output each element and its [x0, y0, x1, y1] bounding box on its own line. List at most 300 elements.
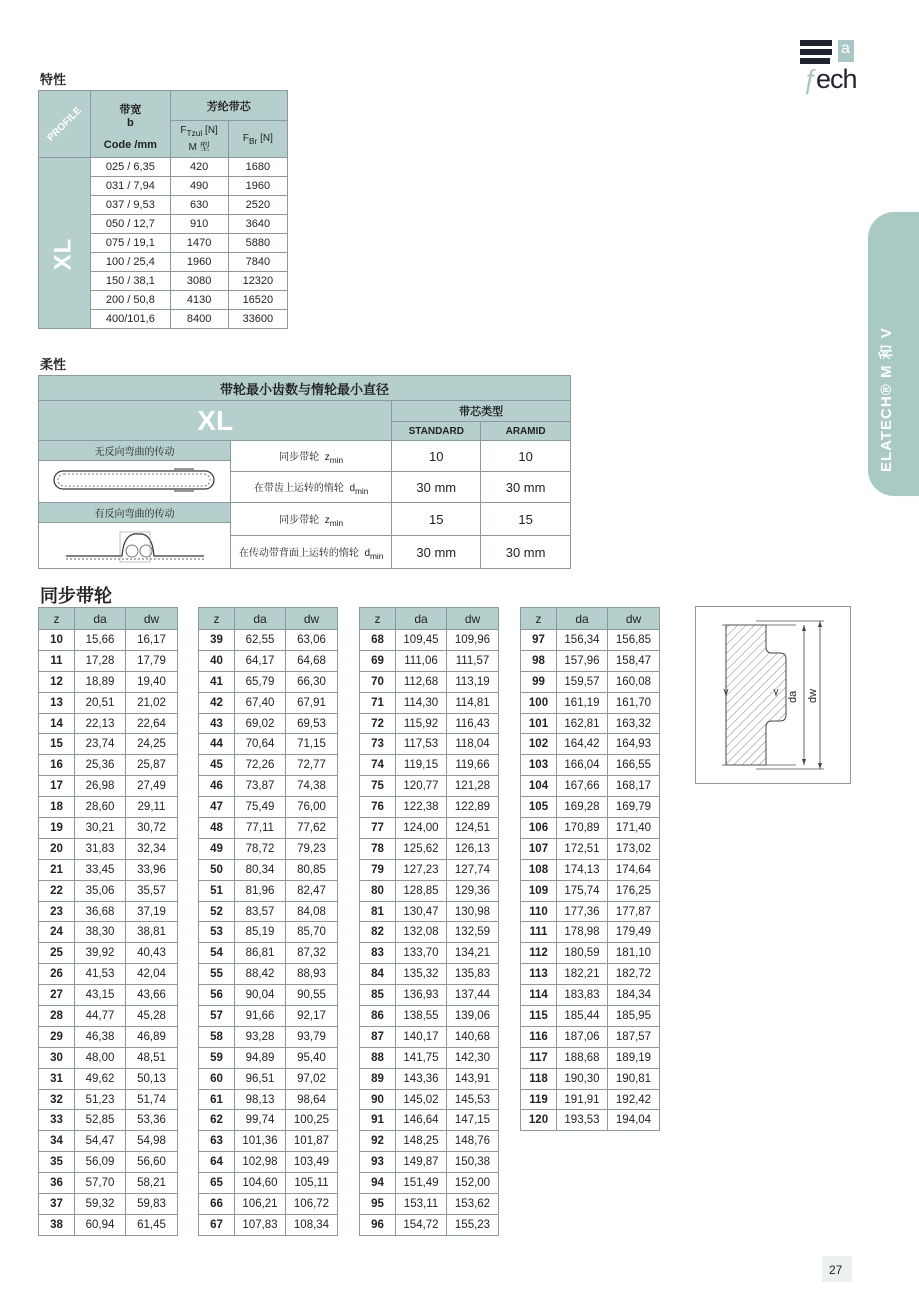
da-cell: 167,66: [557, 776, 608, 797]
dw-cell: 93,79: [286, 1026, 338, 1047]
dw-cell: 140,68: [447, 1026, 499, 1047]
da-cell: 56,09: [75, 1152, 126, 1173]
dw-cell: 63,06: [286, 630, 338, 651]
z-cell: 48: [199, 818, 235, 839]
table-row: [360, 985, 499, 1006]
logo-bar: [800, 49, 832, 55]
table-row: [521, 859, 660, 880]
table-row: [521, 671, 660, 692]
da-cell: 124,00: [396, 818, 447, 839]
dw-cell: 79,23: [286, 838, 338, 859]
dw-cell: 24,25: [126, 734, 178, 755]
da-cell: 31,83: [75, 838, 126, 859]
z-cell: 100: [521, 692, 557, 713]
dw-cell: 152,00: [447, 1173, 499, 1194]
dw-cell: 168,17: [608, 776, 660, 797]
z-cell: 77: [360, 818, 396, 839]
fbr-cell: 1680: [228, 158, 287, 177]
z-cell: 21: [39, 859, 75, 880]
da-cell: 52,85: [75, 1110, 126, 1131]
table-row: [199, 880, 338, 901]
z-cell: 35: [39, 1152, 75, 1173]
row-label-text: 同步带轮: [279, 451, 320, 463]
table-row: [521, 880, 660, 901]
table-row: [39, 630, 178, 651]
table-row: [199, 713, 338, 734]
z-cell: 55: [199, 964, 235, 985]
da-cell: 30,21: [75, 818, 126, 839]
ftzul-cell: 8400: [170, 310, 228, 329]
row-symbol: z: [324, 514, 330, 526]
dw-cell: 171,40: [608, 818, 660, 839]
dw-cell: 88,93: [286, 964, 338, 985]
belt-width-header: [91, 91, 170, 158]
row-label: [230, 536, 391, 569]
da-cell: 15,66: [75, 630, 126, 651]
da-cell: 44,77: [75, 1006, 126, 1027]
z-cell: 95: [360, 1194, 396, 1215]
table-row: [521, 797, 660, 818]
table-row: [521, 838, 660, 859]
fbr-header: [228, 121, 287, 158]
dw-cell: 76,00: [286, 797, 338, 818]
dw-cell: 118,04: [447, 734, 499, 755]
aramid-value: 15: [481, 503, 571, 536]
table-row: [39, 692, 178, 713]
code-cell: 025 / 6,35: [91, 158, 170, 177]
table-row: [199, 671, 338, 692]
da-cell: 48,00: [75, 1047, 126, 1068]
dw-cell: 184,34: [608, 985, 660, 1006]
table-row: [360, 859, 499, 880]
dw-cell: 132,59: [447, 922, 499, 943]
fbr-cell: 33600: [228, 310, 287, 329]
z-cell: 67: [199, 1214, 235, 1235]
table-row: [39, 964, 178, 985]
z-cell: 40: [199, 650, 235, 671]
table-row: [39, 1173, 178, 1194]
row-label: [230, 503, 391, 536]
da-cell: 46,38: [75, 1026, 126, 1047]
da-cell: 18,89: [75, 671, 126, 692]
da-cell: 73,87: [235, 776, 286, 797]
fbr-cell: 1960: [228, 177, 287, 196]
dw-cell: 122,89: [447, 797, 499, 818]
z-cell: 25: [39, 943, 75, 964]
dw-cell: 38,81: [126, 922, 178, 943]
dw-cell: 155,23: [447, 1214, 499, 1235]
table-row: [521, 1089, 660, 1110]
z-cell: 19: [39, 818, 75, 839]
col-dw-header: dw: [286, 608, 338, 630]
z-cell: 98: [521, 650, 557, 671]
dw-cell: 182,72: [608, 964, 660, 985]
dw-cell: 166,55: [608, 755, 660, 776]
z-cell: 73: [360, 734, 396, 755]
drive-no-reverse-diagram: [39, 461, 231, 503]
dw-cell: 16,17: [126, 630, 178, 651]
dw-cell: 116,43: [447, 713, 499, 734]
table-row: [360, 650, 499, 671]
da-cell: 185,44: [557, 1006, 608, 1027]
fbr-cell: 3640: [228, 215, 287, 234]
z-cell: 43: [199, 713, 235, 734]
dw-cell: 43,66: [126, 985, 178, 1006]
z-cell: 104: [521, 776, 557, 797]
table-row: [521, 713, 660, 734]
dw-cell: 105,11: [286, 1173, 338, 1194]
dw-cell: 101,87: [286, 1131, 338, 1152]
da-cell: 111,06: [396, 650, 447, 671]
table-row: [360, 1047, 499, 1068]
row-symbol-sub: min: [370, 550, 384, 561]
col-dw-header: dw: [126, 608, 178, 630]
code-cell: 037 / 9,53: [91, 196, 170, 215]
z-cell: 114: [521, 985, 557, 1006]
table-row: [39, 1006, 178, 1027]
table-row: [521, 1068, 660, 1089]
table-row: [199, 1068, 338, 1089]
dw-cell: 17,79: [126, 650, 178, 671]
table-row: [521, 1026, 660, 1047]
table-row: [199, 692, 338, 713]
profile-label: PROFILE: [45, 105, 84, 144]
table-row: [360, 838, 499, 859]
da-cell: 36,68: [75, 901, 126, 922]
table-row: [39, 1152, 178, 1173]
da-cell: 20,51: [75, 692, 126, 713]
col-z-header: z: [521, 608, 557, 630]
dw-cell: 163,32: [608, 713, 660, 734]
table-row: [39, 734, 178, 755]
z-cell: 113: [521, 964, 557, 985]
z-cell: 70: [360, 671, 396, 692]
z-cell: 71: [360, 692, 396, 713]
dw-cell: 185,95: [608, 1006, 660, 1027]
z-cell: 105: [521, 797, 557, 818]
dw-cell: 169,79: [608, 797, 660, 818]
table-row: [360, 671, 499, 692]
table-row: [360, 630, 499, 651]
table-row: [199, 985, 338, 1006]
drawing-label-da: da: [787, 690, 799, 703]
da-cell: 106,21: [235, 1194, 286, 1215]
table-row: [199, 1173, 338, 1194]
col-dw-header: dw: [608, 608, 660, 630]
dw-cell: 90,55: [286, 985, 338, 1006]
row-label: [230, 472, 391, 503]
table-row: [199, 943, 338, 964]
table-row: [360, 776, 499, 797]
dw-cell: 148,76: [447, 1131, 499, 1152]
da-cell: 193,53: [557, 1110, 608, 1131]
row-label: [230, 441, 391, 472]
da-cell: 146,64: [396, 1110, 447, 1131]
ftzul-cell: 910: [170, 215, 228, 234]
z-cell: 74: [360, 755, 396, 776]
z-cell: 106: [521, 818, 557, 839]
da-cell: 43,15: [75, 985, 126, 1006]
dw-cell: 54,98: [126, 1131, 178, 1152]
table-row: [521, 985, 660, 1006]
table-row: [39, 755, 178, 776]
z-cell: 76: [360, 797, 396, 818]
row-symbol-sub: min: [355, 485, 369, 496]
da-cell: 88,42: [235, 964, 286, 985]
table-row: [521, 922, 660, 943]
da-cell: 28,60: [75, 797, 126, 818]
z-cell: 81: [360, 901, 396, 922]
da-cell: 26,98: [75, 776, 126, 797]
table-row: [360, 755, 499, 776]
standard-value: 30 mm: [392, 536, 481, 569]
row-symbol: d: [349, 482, 355, 494]
z-cell: 45: [199, 755, 235, 776]
z-cell: 26: [39, 964, 75, 985]
da-cell: 188,68: [557, 1047, 608, 1068]
table-row: [360, 1006, 499, 1027]
code-cell: 100 / 25,4: [91, 253, 170, 272]
z-cell: 111: [521, 922, 557, 943]
da-cell: 67,40: [235, 692, 286, 713]
z-cell: 38: [39, 1214, 75, 1235]
dw-cell: 121,28: [447, 776, 499, 797]
z-cell: 39: [199, 630, 235, 651]
z-cell: 115: [521, 1006, 557, 1027]
da-cell: 33,45: [75, 859, 126, 880]
table-row: [39, 713, 178, 734]
code-cell: 400/101,6: [91, 310, 170, 329]
z-cell: 49: [199, 838, 235, 859]
dw-cell: 95,40: [286, 1047, 338, 1068]
row-label-text: 在带齿上运转的惰轮: [253, 482, 344, 494]
dw-cell: 74,38: [286, 776, 338, 797]
dw-cell: 22,64: [126, 713, 178, 734]
da-cell: 83,57: [235, 901, 286, 922]
z-cell: 36: [39, 1173, 75, 1194]
dw-cell: 58,21: [126, 1173, 178, 1194]
dw-cell: 177,87: [608, 901, 660, 922]
z-cell: 34: [39, 1131, 75, 1152]
z-cell: 120: [521, 1110, 557, 1131]
dw-cell: 80,85: [286, 859, 338, 880]
z-cell: 83: [360, 943, 396, 964]
fbr-cell: 2520: [228, 196, 287, 215]
da-cell: 156,34: [557, 630, 608, 651]
dw-cell: 29,11: [126, 797, 178, 818]
z-cell: 86: [360, 1006, 396, 1027]
da-cell: 178,98: [557, 922, 608, 943]
table-row: [39, 1047, 178, 1068]
dw-cell: 161,70: [608, 692, 660, 713]
col-z-header: z: [360, 608, 396, 630]
z-cell: 85: [360, 985, 396, 1006]
dw-cell: 127,74: [447, 859, 499, 880]
z-cell: 16: [39, 755, 75, 776]
da-cell: 80,34: [235, 859, 286, 880]
row-symbol-sub: min: [329, 517, 344, 528]
table-row: [521, 755, 660, 776]
z-cell: 99: [521, 671, 557, 692]
z-cell: 88: [360, 1047, 396, 1068]
da-cell: 130,47: [396, 901, 447, 922]
dw-cell: 176,25: [608, 880, 660, 901]
table-row: [360, 1173, 499, 1194]
z-cell: 94: [360, 1173, 396, 1194]
pulley-table-1: [38, 607, 178, 1236]
dw-cell: 71,15: [286, 734, 338, 755]
col-z-header: z: [39, 608, 75, 630]
z-cell: 20: [39, 838, 75, 859]
z-cell: 11: [39, 650, 75, 671]
dw-cell: 61,45: [126, 1214, 178, 1235]
table-row: [199, 1131, 338, 1152]
da-cell: 191,91: [557, 1089, 608, 1110]
fbr-cell: 12320: [228, 272, 287, 291]
col-da-header: da: [75, 608, 126, 630]
code-label: Code /mm: [103, 139, 157, 151]
da-cell: 162,81: [557, 713, 608, 734]
table-row: [39, 1068, 178, 1089]
z-cell: 82: [360, 922, 396, 943]
logo-letter-a: a: [841, 40, 850, 57]
aramid-value: 10: [481, 441, 571, 472]
z-cell: 59: [199, 1047, 235, 1068]
dw-cell: 173,02: [608, 838, 660, 859]
dw-cell: 114,81: [447, 692, 499, 713]
z-cell: 75: [360, 776, 396, 797]
z-cell: 101: [521, 713, 557, 734]
table-row: [39, 943, 178, 964]
da-cell: 148,25: [396, 1131, 447, 1152]
table-row: [199, 650, 338, 671]
da-cell: 41,53: [75, 964, 126, 985]
profile-header: [39, 91, 91, 158]
da-cell: 39,92: [75, 943, 126, 964]
da-cell: 114,30: [396, 692, 447, 713]
logo-word: ƒech: [802, 64, 857, 94]
dw-cell: 42,04: [126, 964, 178, 985]
drive-reverse-label: 有反向弯曲的传动: [39, 503, 231, 523]
profile-xl-cell: [39, 158, 91, 329]
flexibility-title: 带轮最小齿数与惰轮最小直径: [39, 376, 571, 401]
table-row: [39, 1110, 178, 1131]
dw-cell: 84,08: [286, 901, 338, 922]
z-cell: 29: [39, 1026, 75, 1047]
table-row: [360, 1110, 499, 1131]
da-cell: 25,36: [75, 755, 126, 776]
belt-width-symbol: b: [126, 117, 134, 129]
z-cell: 116: [521, 1026, 557, 1047]
da-cell: 75,49: [235, 797, 286, 818]
table-row: [521, 1006, 660, 1027]
drawing-label-dw: dw: [807, 688, 819, 703]
dw-cell: 30,72: [126, 818, 178, 839]
dw-cell: 113,19: [447, 671, 499, 692]
table-row: [199, 1047, 338, 1068]
z-cell: 42: [199, 692, 235, 713]
da-cell: 170,89: [557, 818, 608, 839]
z-cell: 103: [521, 755, 557, 776]
da-cell: 85,19: [235, 922, 286, 943]
table-row: [521, 901, 660, 922]
table-row: [199, 818, 338, 839]
dw-cell: 187,57: [608, 1026, 660, 1047]
dw-cell: 27,49: [126, 776, 178, 797]
table-row: [39, 859, 178, 880]
belt-reverse-icon: [44, 524, 224, 564]
z-cell: 52: [199, 901, 235, 922]
col-da-header: da: [396, 608, 447, 630]
dw-cell: 64,68: [286, 650, 338, 671]
z-cell: 12: [39, 671, 75, 692]
pulley-table-4: [520, 607, 660, 1131]
table-row: [39, 818, 178, 839]
z-cell: 15: [39, 734, 75, 755]
z-cell: 96: [360, 1214, 396, 1235]
z-cell: 63: [199, 1131, 235, 1152]
da-cell: 101,36: [235, 1131, 286, 1152]
table-row: [360, 901, 499, 922]
flex-profile-xl: XL: [39, 401, 392, 441]
z-cell: 61: [199, 1089, 235, 1110]
table-row: [360, 1194, 499, 1215]
aramid-core-header: 芳纶带芯: [170, 91, 287, 121]
table-row: [521, 818, 660, 839]
dw-cell: 124,51: [447, 818, 499, 839]
drive-no-reverse-label: 无反向弯曲的传动: [39, 441, 231, 461]
da-cell: 154,72: [396, 1214, 447, 1235]
ftzul-cell: 490: [170, 177, 228, 196]
table-row: [39, 901, 178, 922]
z-cell: 119: [521, 1089, 557, 1110]
table-row: [39, 776, 178, 797]
da-cell: 140,17: [396, 1026, 447, 1047]
table-row: [39, 797, 178, 818]
code-cell: 031 / 7,94: [91, 177, 170, 196]
dw-cell: 109,96: [447, 630, 499, 651]
standard-value: 10: [392, 441, 481, 472]
z-cell: 109: [521, 880, 557, 901]
z-cell: 37: [39, 1194, 75, 1215]
dw-cell: 192,42: [608, 1089, 660, 1110]
table-row: [360, 818, 499, 839]
z-cell: 112: [521, 943, 557, 964]
da-cell: 133,70: [396, 943, 447, 964]
z-cell: 46: [199, 776, 235, 797]
dw-cell: 92,17: [286, 1006, 338, 1027]
da-cell: 119,15: [396, 755, 447, 776]
table-row: [521, 776, 660, 797]
da-cell: 122,38: [396, 797, 447, 818]
dw-cell: 160,08: [608, 671, 660, 692]
z-cell: 117: [521, 1047, 557, 1068]
table-row: [521, 630, 660, 651]
table-row: [39, 880, 178, 901]
dw-cell: 139,06: [447, 1006, 499, 1027]
dw-cell: 82,47: [286, 880, 338, 901]
z-cell: 78: [360, 838, 396, 859]
dw-cell: 45,28: [126, 1006, 178, 1027]
table-row: [199, 776, 338, 797]
row-label-text: 同步带轮: [279, 514, 320, 526]
z-cell: 110: [521, 901, 557, 922]
da-cell: 161,19: [557, 692, 608, 713]
z-cell: 23: [39, 901, 75, 922]
table-row: [199, 734, 338, 755]
z-cell: 65: [199, 1173, 235, 1194]
dw-cell: 19,40: [126, 671, 178, 692]
